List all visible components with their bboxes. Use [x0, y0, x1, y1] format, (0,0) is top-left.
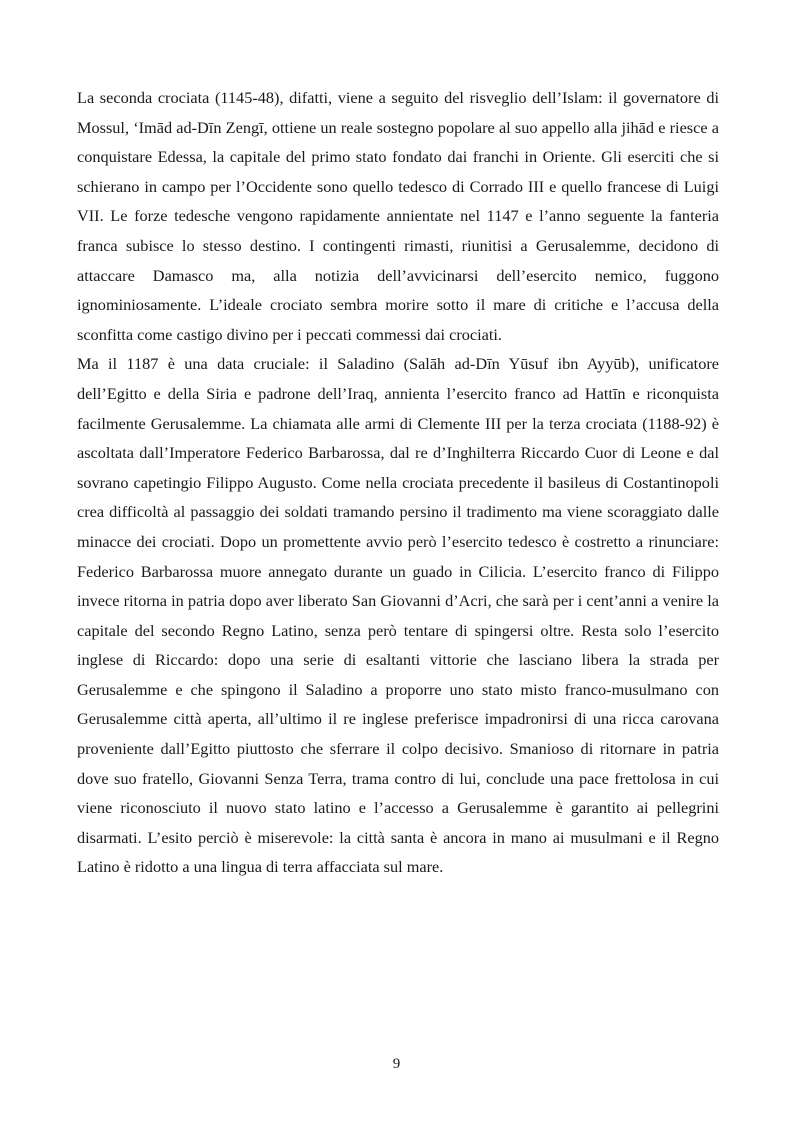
page-number: 9 — [392, 1056, 401, 1072]
paragraph-third-crusade: Ma il 1187 è una data cruciale: il Saladino (Salāh ad-Dīn Yūsuf ibn Ayyūb), unificatore dell’Egitto e della Siria e padrone dell’Iraq, annienta l’esercito franco ad Hattīn e riconquista facilmente Gerusalemme. La chiamata alle armi di Clemente III per la terza crociata (1188-92) è ascoltata dall’Imperatore Federico Barbarossa, dal re d’Inghilterra Riccardo Cuor di Leone e dal sovrano capetingio Filippo Augusto. Come nella crociata precedente il basileus di Costantinopoli crea difficoltà al passaggio dei soldati tramando persino il tradimento ma viene scoraggiato dalle minacce dei crociati. Dopo un promettente avvio però l’esercito tedesco è costretto a rinunciare: Federico Barbarossa muore annegato durante un guado in Cilicia. L’esercito franco di Filippo invece ritorna in patria dopo aver liberato San Giovanni d’Acri, che sarà per i cent’anni a venire la capitale del secondo Regno Latino, senza però tentare di spingersi oltre. Resta solo l’esercito inglese di Riccardo: dopo una serie di esaltanti vittorie che lasciano libera la strada per Gerusalemme e che spingono il Saladino a proporre uno stato misto franco-musulmano con Gerusalemme città aperta, all’ultimo il re inglese preferisce impadronirsi di una ricca carovana proveniente dall’Egitto piuttosto che sferrare il colpo decisivo. Smanioso di ritornare in patria dove suo fratello, Giovanni Senza Terra, trama contro di lui, conclude una pace frettolosa in cui viene riconosciuto il nuovo stato latino e l’accesso a Gerusalemme è garantito ai pellegrini disarmati. L’esito perciò è miserevole: la città santa è ancora in mano ai musulmani e il Regno Latino è ridotto a una lingua di terra affacciata sul mare. — [77, 354, 719, 877]
document-body — [77, 83, 719, 882]
paragraph-second-crusade: La seconda crociata (1145-48), difatti, viene a seguito del risveglio dell’Islam: il governatore di Mossul, ‘Imād ad-Dīn Zengī, ottiene un reale sostegno popolare al suo appello alla jihād e riesce a conquistare Edessa, la capitale del primo stato fondato dai franchi in Oriente. Gli eserciti che si schierano in campo per l’Occidente sono quello tedesco di Corrado III e quello francese di Luigi VII. Le forze tedesche vengono rapidamente annientate nel 1147 e l’anno seguente la fanteria franca subisce lo stesso destino. I contingenti rimasti, riunitisi a Gerusalemme, decidono di attaccare Damasco ma, alla notizia dell’avvicinarsi dell’esercito nemico, fuggono ignominiosamente. L’ideale crociato sembra morire sotto il mare di critiche e l’accusa della sconfitta come castigo divino per i peccati commessi dai crociati. — [77, 88, 719, 344]
